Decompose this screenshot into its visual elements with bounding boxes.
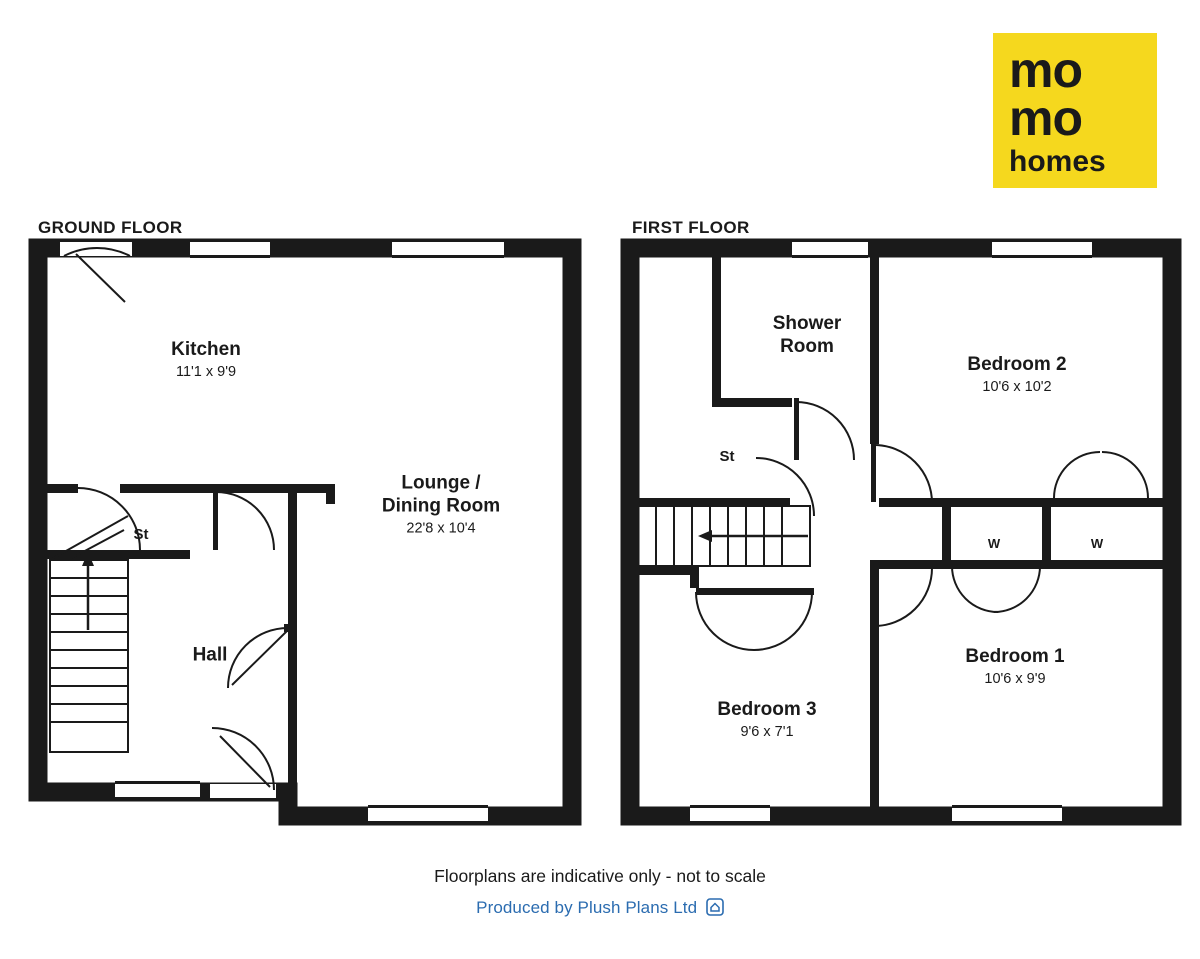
room-bedroom-2-name: Bedroom 2 [967,353,1067,375]
window-frame [690,805,770,808]
door-swing-arc [796,402,854,460]
room-shower-name-line2: Room [780,336,834,357]
internal-wall [690,566,699,588]
window-opening [690,808,770,822]
room-lounge-dining-dims: 22'8 x 10'4 [406,520,476,537]
door-swing-arc [754,592,812,650]
window-frame [992,255,1092,258]
wardrobe-1-label: W [987,536,1001,552]
disclaimer-text: Floorplans are indicative only - not to scale [434,866,766,886]
door-swing-arc [874,445,932,503]
door-leaf [76,254,125,302]
internal-wall [120,484,335,493]
window-frame [368,821,488,824]
room-kitchen-name: Kitchen [171,338,241,360]
producer-credit-text: Produced by Plush Plans Ltd [476,898,698,917]
ground-floor-title: GROUND FLOOR [38,218,183,237]
wardrobe-2-label: W [1090,536,1104,552]
window-frame [992,239,1092,242]
door-swing-arc [1054,452,1100,498]
room-storage-ground-name: St [133,525,149,543]
window-frame [392,255,504,258]
internal-wall [879,498,1172,507]
window-frame [190,255,270,258]
logo-line-3: homes [1009,145,1106,178]
window-opening [190,242,270,256]
room-lounge-dining-name-line2: Dining Room [381,495,501,517]
room-bedroom-3-dims: 9'6 x 7'1 [740,724,794,741]
door-leaf [213,488,218,550]
wardrobe-divider [1042,507,1051,561]
logo-line-2: mo [1009,89,1082,146]
window-frame [690,821,770,824]
room-lounge-dining-name-line1: Lounge / [401,472,481,494]
window-frame [115,797,200,800]
staircase [630,506,810,566]
home-badge-icon [706,898,724,921]
room-bedroom-2-dims: 10'6 x 10'2 [982,379,1052,396]
internal-wall [326,484,335,504]
internal-wall [879,560,1172,569]
window-frame [392,239,504,242]
door-leaf [220,736,270,787]
internal-wall [696,588,814,595]
door-leaf [871,442,876,502]
window-opening [392,242,504,256]
door-swing-arc [696,592,754,650]
door-swing-arc [874,568,932,626]
internal-wall [288,492,297,816]
room-bedroom-1-dims: 10'6 x 9'9 [984,671,1046,688]
window-frame [952,821,1062,824]
internal-wall [38,484,78,493]
door-swing-arc [216,492,274,550]
producer-credit [0,898,1200,921]
internal-wall [870,248,879,428]
room-hall-name: Hall [192,644,228,666]
door-leaf [794,398,799,460]
window-opening [792,242,868,256]
door-swing-arc [994,566,1040,612]
window-frame [190,239,270,242]
ground-floor-walls [38,239,572,824]
internal-wall [712,248,721,406]
door-swing-arc [1102,452,1148,498]
room-bedroom-1-name: Bedroom 1 [965,645,1065,667]
first-floor-plan [612,230,1192,840]
window-frame [368,805,488,808]
internal-wall [630,566,698,575]
door-leaf [232,630,288,685]
first-floor-title: FIRST FLOOR [632,218,750,237]
ground-floor-plan [20,230,590,840]
window-opening [952,808,1062,822]
window-frame [792,255,868,258]
window-frame [115,781,200,784]
momo-homes-logo [993,33,1157,188]
internal-wall [712,398,792,407]
room-bedroom-3-name: Bedroom 3 [717,698,817,720]
window-frame [792,239,868,242]
logo-line-1: mo [1009,42,1082,98]
door-opening [210,784,276,798]
window-opening [992,242,1092,256]
room-kitchen-dims: 11'1 x 9'9 [175,364,237,381]
door-swing-arc [78,488,140,550]
internal-wall [158,550,190,559]
window-opening [368,808,488,822]
room-storage-first-name: St [719,447,735,465]
door-leaf [871,566,876,626]
wardrobe-divider [942,507,951,561]
room-shower-name-line1: Shower [772,312,842,334]
first-floor-walls [630,239,1172,824]
window-frame [952,805,1062,808]
logo-wordmark [1009,42,1106,178]
door-swing-arc [952,566,998,612]
internal-wall [870,428,879,444]
window-opening [115,784,200,798]
